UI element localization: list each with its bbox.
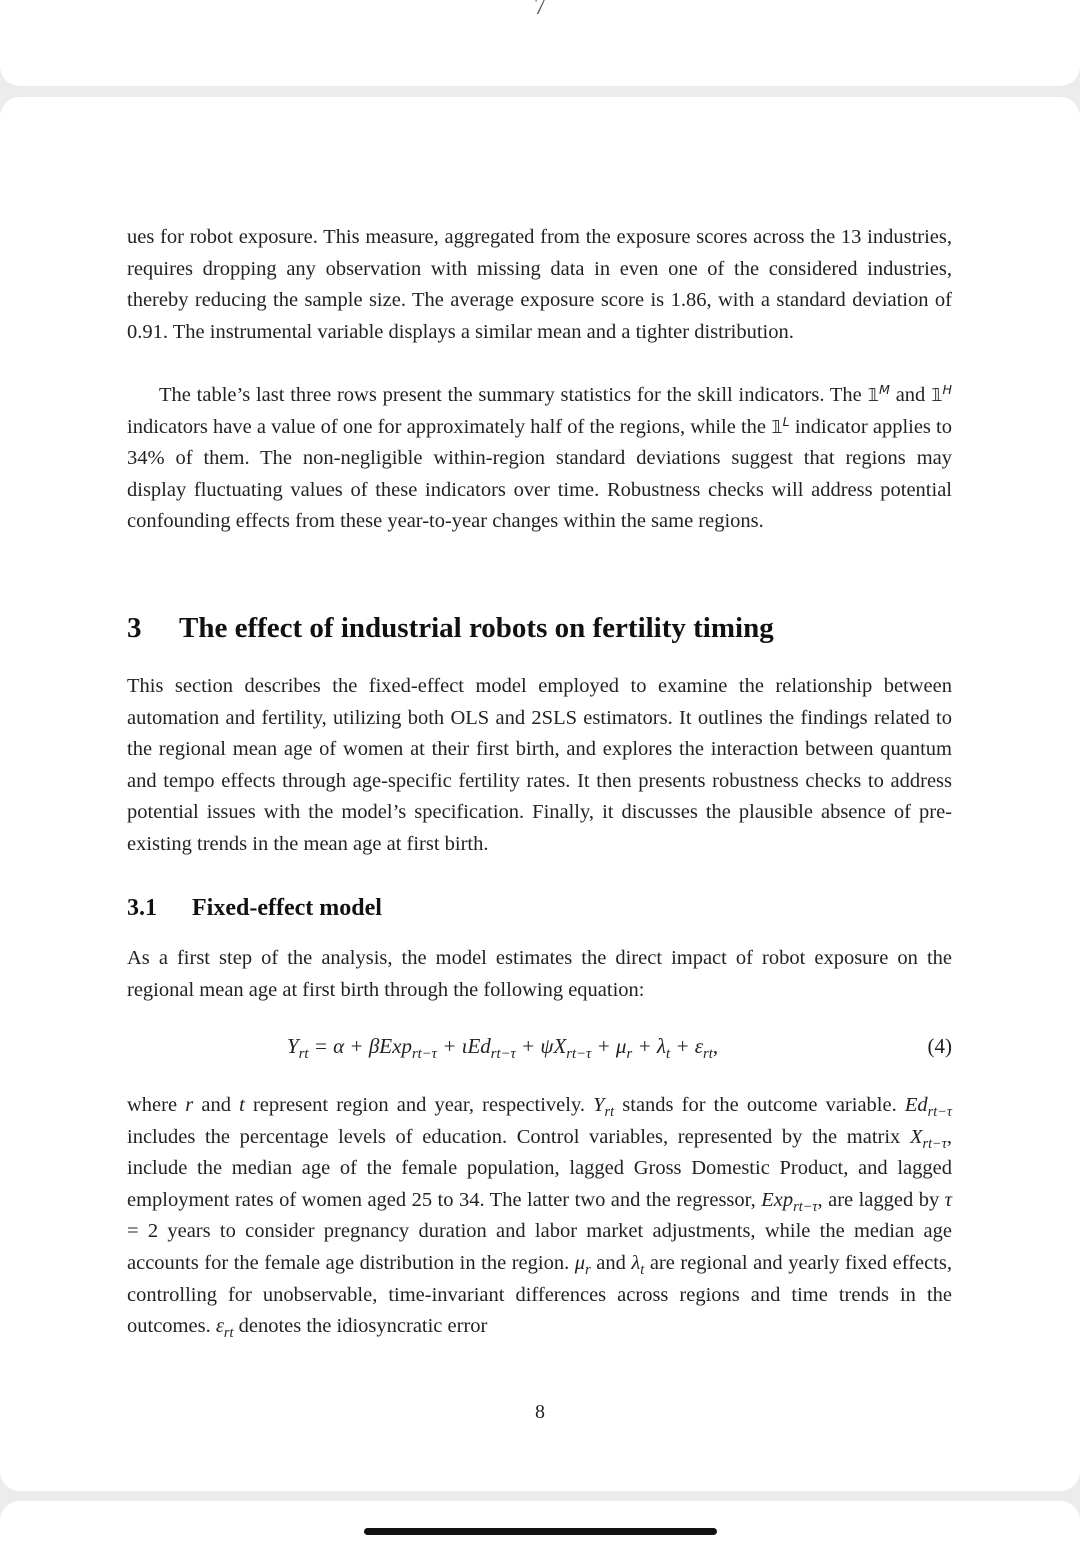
subsection-title: Fixed-effect model <box>192 895 382 921</box>
section-heading <box>127 612 952 645</box>
subsection-heading <box>127 895 952 922</box>
equation-number: (4) <box>927 1034 952 1058</box>
equation-body: $Y_{rt} = \alpha + \beta Exp_{rt-\tau} + \iota Ed_{rt-\tau} + \psi X_{rt-\tau} + \mu_r + \lambda_t + \varepsilon_{rt}$, <box>287 1034 719 1063</box>
section-number: 3 <box>127 612 142 644</box>
paragraph-model-intro: As a first step of the analysis, the model estimates the direct impact of robot exposure on the regional mean age at first birth through the following equation: <box>127 947 952 1001</box>
indicator-h: $𝟙^H$ <box>931 382 953 406</box>
home-indicator[interactable] <box>364 1528 717 1535</box>
equation-4 <box>127 1034 952 1066</box>
previous-page-number: 7 <box>534 0 546 20</box>
paragraph-section-overview: This section describes the fixed-effect model employed to examine the relationship between automation and fertility, utilizing both OLS and 2SLS estimators. It outlines the findings related to the regional mean age of women at their first birth, and explores the interaction between quantum and tempo effects through age-specific fertility rates. It then presents robustness checks to address potential issues with the model’s specification. Finally, it discusses the plausible absence of pre-existing trends in the mean age at first birth. <box>127 675 952 855</box>
page-number: 8 <box>535 1401 545 1423</box>
indicator-l: $𝟙^L$ <box>771 413 790 438</box>
paragraph-robot-exposure: ues for robot exposure. This measure, aggregated from the exposure scores across the 13 industries, requires dropping any observation with missing data in even one of the considered industries, thereby reducing the sample size. The average exposure score is 1.86, with a standard deviation of 0.91. The instrumental variable displays a similar mean and a tighter distribution. <box>127 226 952 343</box>
paragraph-skill-indicators: The table’s last three rows present the summary statistics for the skill indicators. The $𝟙^M$ and $𝟙^H$ indicators have a value of one for approximately half of the regions, while the $𝟙^L$ indicator applies to 34% of them. The non-negligible within-region standard deviations suggest that regions may display fluctuating values of these indicators over time. Robustness checks will address potential confounding effects from these year-to-year changes within the same regions. <box>127 382 953 533</box>
previous-page <box>0 0 1080 86</box>
section-title: The effect of industrial robots on fertility timing <box>179 612 774 644</box>
paragraph-variable-definitions: where r and t represent region and year, respectively. $Y_{rt}$ stands for the outcome variable. $Ed_{rt-\tau}$ includes the percentage levels of education. Control variables, represented by the matrix $X_{rt-\tau}$, include the median age of the female population, lagged Gross Domestic Product, and lagged employment rates of women aged 25 to 34. The latter two and the regressor, Exp$_{rt-\tau}$, are lagged by τ = 2 years to consider pregnancy duration and labor market adjustments, while the median age accounts for the female age distribution in the region. $\mu_r$ and $\lambda_t$ are regional and yearly fixed effects, controlling for unobservable, time-invariant differences across regions and time trends in the outcomes. $\varepsilon_{rt}$ denotes the idiosyncratic error <box>127 1094 953 1342</box>
subsection-number: 3.1 <box>127 895 157 921</box>
indicator-m: $𝟙^M$ <box>867 382 890 406</box>
next-page <box>0 1501 1080 1546</box>
